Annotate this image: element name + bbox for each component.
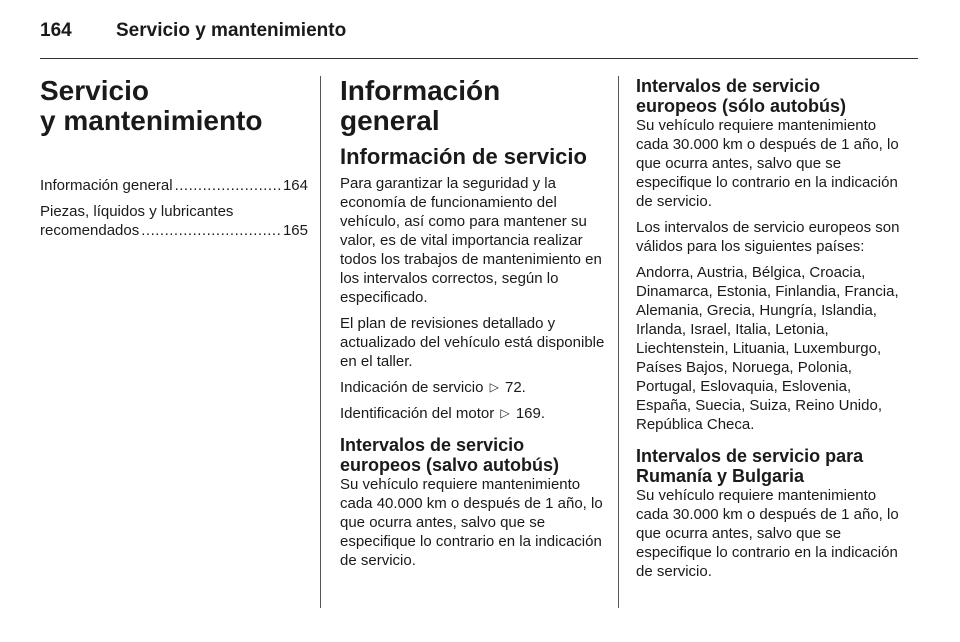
table-of-contents (40, 176, 308, 240)
toc-entry-text: Información general (40, 177, 173, 194)
toc-entry-text-line2: recomendados (40, 222, 140, 239)
toc-entry-page: 164 (282, 177, 308, 194)
body-paragraph: Su vehículo requiere mantenimiento cada 30.000 km o después de 1 año, lo que ocurra antes, salvo que se especifique lo contrario en la indicación de servicio. (636, 487, 899, 580)
page-number: 164 (40, 20, 72, 41)
body-paragraph: Los intervalos de servicio europeos son válidos para los siguientes países: (636, 219, 900, 255)
subsection-heading: Intervalos de servicio europeos (salvo autobús) (340, 435, 560, 475)
toc-entry[interactable] (40, 202, 308, 240)
toc-entry-text-line1: Piezas, líquidos y lubricantes (40, 203, 234, 220)
chapter-column (40, 76, 308, 247)
body-paragraph: Para garantizar la seguridad y la economía de funcionamiento del vehículo, así como para mantener su valor, es de vital importancia realizar todos los trabajos de mantenimiento en los intervalos correctos, según lo especificado. (340, 175, 602, 306)
subsection-heading: Intervalos de servicio europeos (sólo autobús) (636, 76, 847, 116)
arrow-right-icon: ▷ (489, 380, 499, 394)
general-info-column (340, 76, 605, 577)
cross-reference-page: 72. (505, 379, 526, 396)
toc-entry[interactable] (40, 176, 308, 195)
chapter-title (40, 76, 308, 136)
toc-leader-dots (141, 221, 281, 240)
chapter-title-line1: Servicio (40, 75, 149, 106)
chapter-title-line2: y mantenimiento (40, 105, 263, 136)
arrow-right-icon: ▷ (500, 406, 510, 420)
subsection-heading: Información de servicio (340, 144, 587, 169)
body-paragraph: El plan de revisiones detallado y actualizado del vehículo está disponible en el taller. (340, 315, 605, 370)
section-heading: Información general (340, 75, 501, 136)
cross-reference-text: Indicación de servicio (340, 379, 484, 396)
cross-reference-page: 169. (515, 405, 546, 422)
toc-leader-dots (175, 176, 281, 195)
column-divider (618, 76, 619, 608)
page-header (40, 12, 918, 59)
country-list: Andorra, Austria, Bélgica, Croacia, Dinamarca, Estonia, Finlandia, Francia, Alemania, Grecia, Hungría, Islandia, Irlanda, Israel, Italia, Letonia, Liechtenstein, Lituania, Luxemburgo, Países Bajos, Noruega, Polonia, Portugal, Eslovaquia, Eslovenia, España, Suecia, Suiza, Reino Unido, República Checa. (636, 264, 899, 433)
cross-reference[interactable] (340, 404, 605, 423)
running-title: Servicio y mantenimiento (116, 20, 347, 41)
subsection-heading: Intervalos de servicio para Rumanía y Bulgaria (636, 446, 864, 486)
column-divider (320, 76, 321, 608)
body-paragraph: Su vehículo requiere mantenimiento cada 30.000 km o después de 1 año, lo que ocurra antes, salvo que se especifique lo contrario en la indicación de servicio. (636, 117, 899, 210)
cross-reference[interactable] (340, 378, 605, 397)
body-paragraph: Su vehículo requiere mantenimiento cada 40.000 km o después de 1 año, lo que ocurra antes, salvo que se especifique lo contrario en la indicación de servicio. (340, 476, 603, 569)
toc-entry-page: 165 (282, 222, 308, 239)
service-intervals-column (636, 76, 904, 588)
cross-reference-text: Identificación del motor (340, 405, 495, 422)
